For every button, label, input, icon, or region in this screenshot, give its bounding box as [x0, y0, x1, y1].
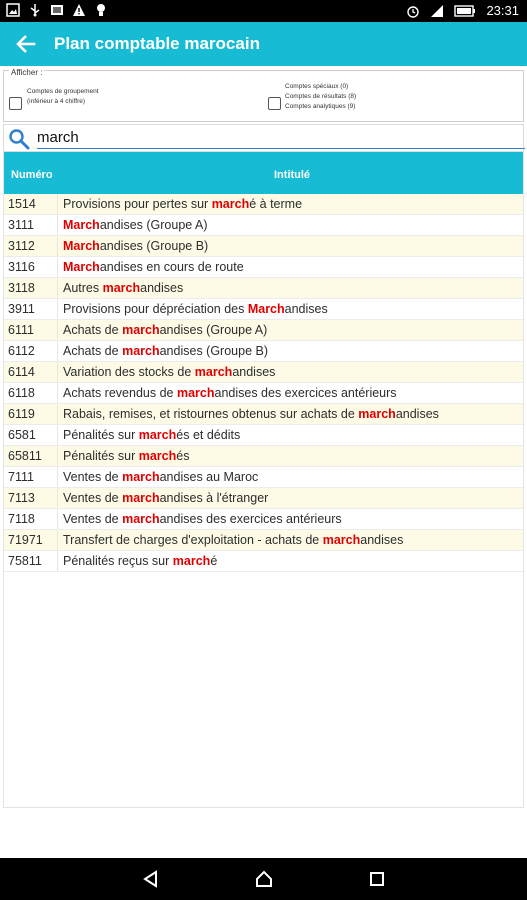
label-text: Pénalités reçus sur [63, 554, 173, 568]
account-label [58, 239, 208, 253]
label-text: Autres [63, 281, 103, 295]
grouping-accounts-checkbox[interactable] [9, 97, 22, 110]
search-match: march [138, 449, 177, 463]
back-arrow-icon[interactable] [14, 32, 38, 56]
lamp-icon [94, 3, 108, 17]
account-number: 1514 [4, 194, 58, 214]
table-row[interactable] [4, 425, 523, 446]
back-icon[interactable] [141, 869, 161, 889]
search-match: march [122, 491, 160, 505]
account-label [58, 428, 240, 442]
header-numero: Numéro [11, 169, 53, 181]
label-text: andises [284, 302, 328, 316]
search-match: march [102, 281, 141, 295]
account-number: 6111 [4, 320, 58, 340]
account-label [58, 470, 258, 484]
account-label [58, 302, 328, 316]
status-bar [0, 0, 527, 22]
account-label [58, 197, 302, 211]
label-text: é à terme [249, 197, 303, 211]
account-number: 7113 [4, 488, 58, 508]
signal-icon [430, 4, 444, 18]
table-row[interactable] [4, 404, 523, 425]
label-text: Pénalités sur [63, 428, 139, 442]
search-match: march [194, 365, 233, 379]
navigation-bar [0, 858, 527, 900]
account-label [58, 281, 183, 295]
label-text: andises [140, 281, 184, 295]
label-text: Ventes de [63, 491, 123, 505]
table-row[interactable] [4, 446, 523, 467]
account-number: 3911 [4, 299, 58, 319]
account-number: 3118 [4, 278, 58, 298]
header-intitule: Intitulé [274, 169, 311, 181]
filter-panel [3, 70, 524, 122]
table-row[interactable] [4, 320, 523, 341]
search-match: march [358, 407, 396, 421]
account-label [58, 344, 268, 358]
table-row[interactable] [4, 467, 523, 488]
label-text: Variation des stocks de [63, 365, 195, 379]
label-text: andises au Maroc [159, 470, 259, 484]
warning-icon [72, 3, 86, 17]
account-number: 65811 [4, 446, 58, 466]
search-match: March [63, 218, 100, 232]
label-text: Rabais, remises, et ristournes obtenus sur achats de [63, 407, 359, 421]
search-match: march [322, 533, 361, 547]
table-row[interactable] [4, 383, 523, 404]
battery-icon [454, 5, 476, 17]
label-text: Pénalités sur [63, 449, 139, 463]
table-header [4, 152, 523, 194]
table-row[interactable] [4, 341, 523, 362]
search-match: march [176, 386, 215, 400]
account-number: 6112 [4, 341, 58, 361]
account-label [58, 554, 217, 568]
search-bar [3, 124, 524, 152]
usb-icon [28, 3, 42, 17]
table-row[interactable] [4, 299, 523, 320]
account-label [58, 260, 244, 274]
table-row[interactable] [4, 236, 523, 257]
search-match: march [211, 197, 250, 211]
account-number: 6118 [4, 383, 58, 403]
account-number: 3112 [4, 236, 58, 256]
search-input[interactable] [37, 127, 525, 149]
account-number: 3116 [4, 257, 58, 277]
label-text: andises (Groupe B) [159, 344, 268, 358]
label-text: és [176, 449, 190, 463]
table-row[interactable] [4, 488, 523, 509]
label-text: Provisions pour pertes sur [63, 197, 212, 211]
label-text: é [210, 554, 218, 568]
table-row[interactable] [4, 278, 523, 299]
account-label [58, 218, 208, 232]
account-label [58, 386, 397, 400]
account-label [58, 449, 189, 463]
label-text: andises en cours de route [99, 260, 244, 274]
account-number: 7111 [4, 467, 58, 487]
table-row[interactable] [4, 530, 523, 551]
table-row[interactable] [4, 551, 523, 572]
special-accounts-checkbox[interactable] [268, 97, 281, 110]
label-text: Achats de [63, 323, 123, 337]
search-match: March [63, 260, 100, 274]
picture-icon [50, 3, 64, 17]
account-number: 71971 [4, 530, 58, 550]
table-row[interactable] [4, 509, 523, 530]
label-text: andises (Groupe B) [99, 239, 209, 253]
account-number: 3111 [4, 215, 58, 235]
grouping-accounts-label: Comptes de groupement (inférieur à 4 chiffre) [27, 88, 99, 105]
label-text: Ventes de [63, 470, 123, 484]
search-match: march [122, 470, 160, 484]
search-match: march [122, 512, 160, 526]
account-number: 6119 [4, 404, 58, 424]
page-title: Plan comptable marocain [54, 34, 260, 53]
label-text: Ventes de [63, 512, 123, 526]
search-match: march [122, 323, 160, 337]
account-label [58, 491, 268, 505]
table-row[interactable] [4, 257, 523, 278]
search-match: march [122, 344, 160, 358]
search-match: March [247, 302, 285, 316]
label-text: Achats revendus de [63, 386, 177, 400]
label-text: andises [395, 407, 439, 421]
special-accounts-label: Comptes spéciaux (0) Comptes de résultats (8) Comptes analytiques (9) [285, 83, 357, 110]
account-label [58, 407, 439, 421]
home-icon[interactable] [254, 869, 274, 889]
account-number: 6114 [4, 362, 58, 382]
account-number: 75811 [4, 551, 58, 571]
label-text: andises (Groupe A) [159, 323, 268, 337]
label-text: Achats de [63, 344, 123, 358]
label-text: Transfert de charges d'exploitation - achats de [63, 533, 323, 547]
account-number: 6581 [4, 425, 58, 445]
search-icon [8, 128, 30, 150]
accounts-table [3, 152, 524, 808]
clock: 23:31 [486, 3, 519, 18]
label-text: andises [232, 365, 276, 379]
table-row[interactable] [4, 215, 523, 236]
search-match: march [172, 554, 211, 568]
account-label [58, 365, 275, 379]
account-number: 7118 [4, 509, 58, 529]
label-text: és et dédits [176, 428, 241, 442]
filter-legend: Afficher : [11, 68, 43, 77]
table-body [4, 194, 523, 572]
search-match: March [63, 239, 100, 253]
label-text: andises à l'étranger [159, 491, 269, 505]
account-label [58, 533, 403, 547]
alarm-icon [406, 4, 420, 18]
recents-icon[interactable] [367, 869, 387, 889]
account-label [58, 512, 342, 526]
label-text: andises (Groupe A) [99, 218, 208, 232]
app-bar [0, 22, 527, 66]
label-text: andises des exercices antérieurs [214, 386, 397, 400]
label-text: andises des exercices antérieurs [159, 512, 342, 526]
image-icon [6, 3, 20, 17]
label-text: andises [360, 533, 404, 547]
search-match: march [138, 428, 177, 442]
label-text: Provisions pour dépréciation des [63, 302, 248, 316]
table-row[interactable] [4, 194, 523, 215]
table-row[interactable] [4, 362, 523, 383]
account-label [58, 323, 267, 337]
